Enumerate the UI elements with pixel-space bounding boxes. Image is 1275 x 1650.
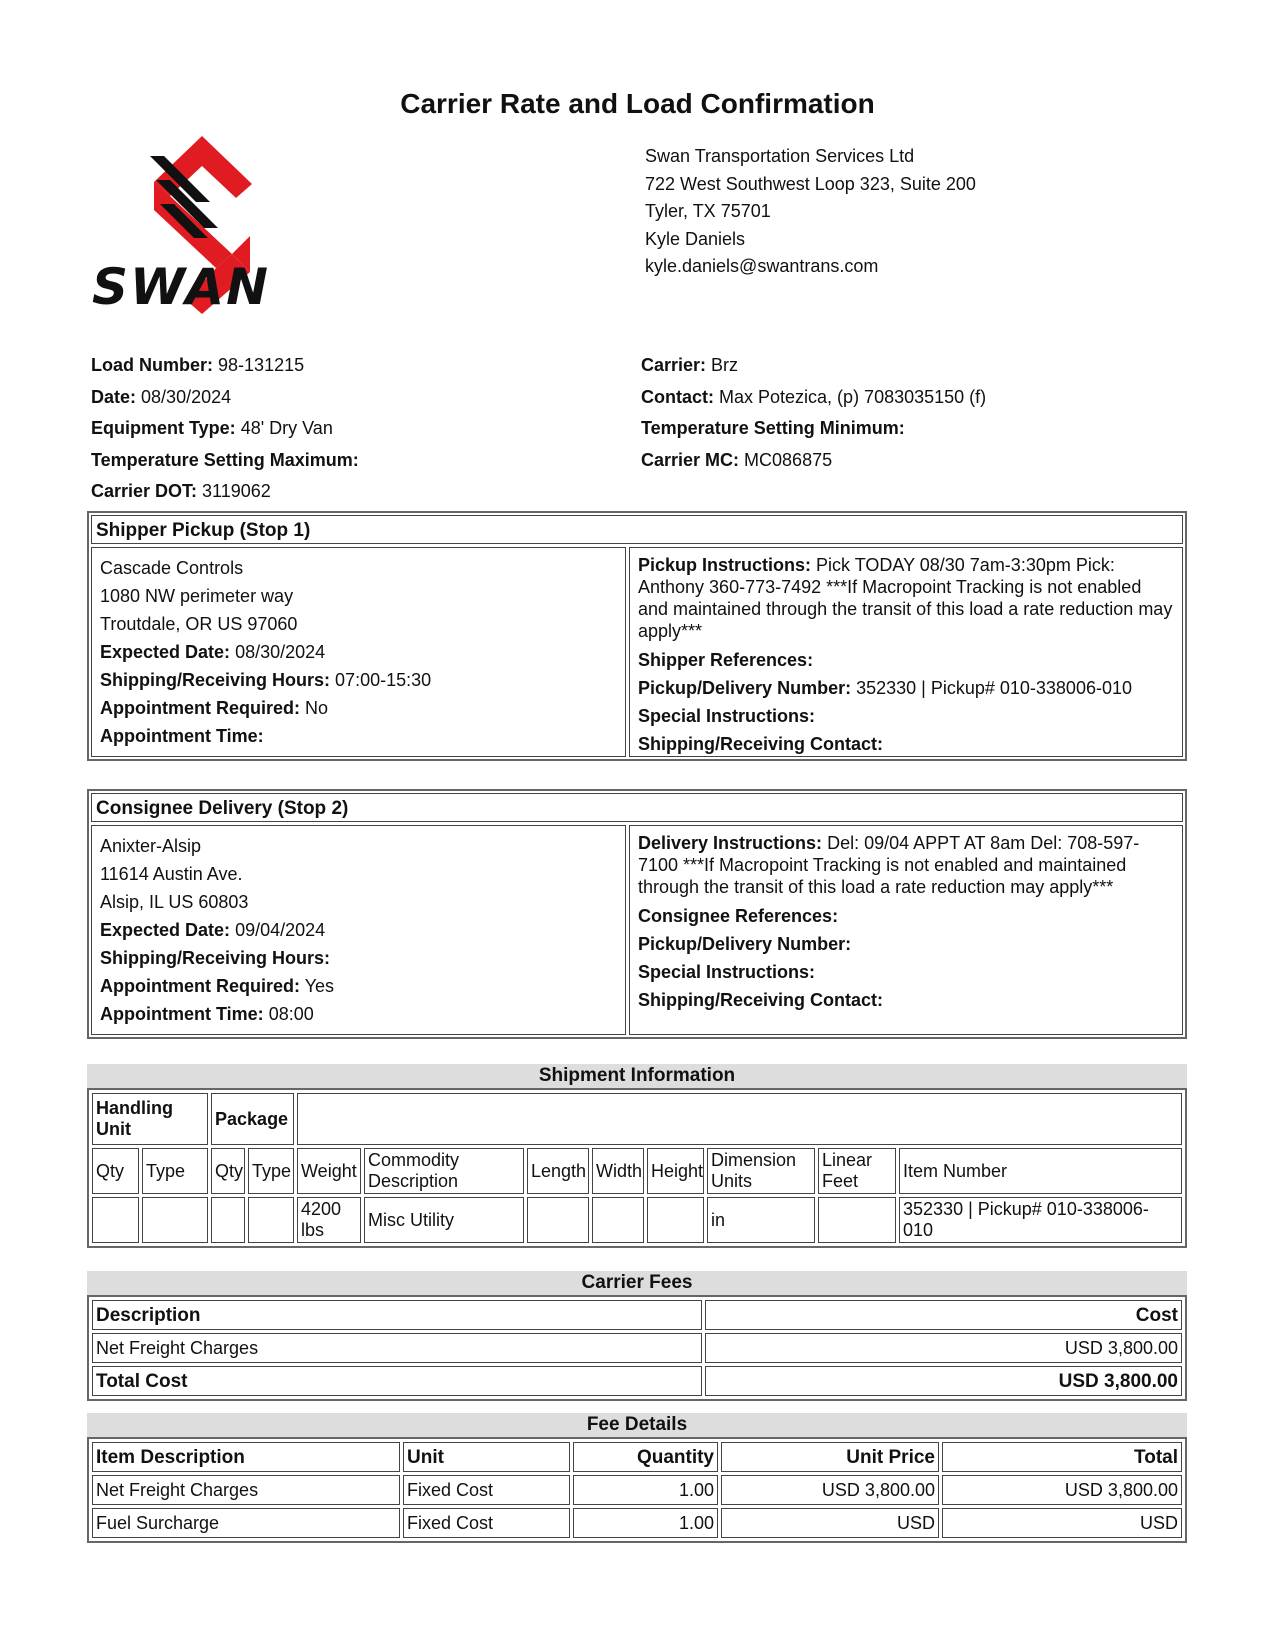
- company-email[interactable]: kyle.daniels@swantrans.com: [645, 256, 879, 276]
- shipper-instructions-cell: Pickup Instructions: Pick TODAY 08/30 7am-3:30pm Pick: Anthony 360-773-7492 ***If Macropoint Tracking is not enabled and maintained through the transit of this load a rate reduction may apply*** Shipper References: Pickup/Delivery Number: 352330 | Pickup# 010-338006-010 Special Instructions: Shipping/Receiving Contact:: [629, 547, 1183, 757]
- swan-logo: [90, 136, 340, 326]
- carrier-dot: Carrier DOT: 3119062: [91, 481, 271, 501]
- fee-details-title: Fee Details: [87, 1413, 1187, 1437]
- cell-weight: 4200 lbs: [297, 1197, 361, 1243]
- col-dimension-units: Dimension Units: [707, 1148, 815, 1194]
- load-meta-left: [91, 350, 359, 508]
- shipment-info-title: Shipment Information: [87, 1064, 1187, 1088]
- temp-min: Temperature Setting Minimum:: [641, 418, 905, 438]
- shipment-table: [87, 1088, 1187, 1248]
- total-cost-label: Total Cost: [92, 1366, 702, 1396]
- fee-details-headers: Item Description Unit Quantity Unit Price Total: [92, 1442, 1182, 1472]
- company-block: [645, 143, 976, 281]
- total-cost-value: USD 3,800.00: [705, 1366, 1182, 1396]
- col-package-qty: Qty: [211, 1148, 245, 1194]
- company-contact: Kyle Daniels: [645, 228, 746, 249]
- carrier-mc: Carrier MC: MC086875: [641, 449, 833, 470]
- table-row: Fuel Surcharge Fixed Cost 1.00 USD USD: [92, 1508, 1182, 1538]
- consignee-delivery-section: [87, 789, 1187, 1039]
- col-commodity: Commodity Description: [364, 1148, 524, 1194]
- load-date: Date: 08/30/2024: [91, 386, 232, 407]
- fee-details-table: [87, 1437, 1187, 1543]
- shipment-column-headers: [92, 1148, 1182, 1194]
- col-length: Length: [527, 1148, 589, 1194]
- company-address1: 722 West Southwest Loop 323, Suite 200: [645, 173, 976, 194]
- handling-unit-header: Handling Unit: [92, 1093, 208, 1145]
- col-qty: Qty: [92, 1148, 139, 1194]
- table-row: Net Freight Charges USD 3,800.00: [92, 1333, 1182, 1363]
- package-header: Package: [211, 1093, 294, 1145]
- consignee-delivery-header: Consignee Delivery (Stop 2): [91, 793, 1183, 822]
- carrier-contact: Contact: Max Potezica, (p) 7083035150 (f): [641, 386, 987, 407]
- col-item-number: Item Number: [899, 1148, 1182, 1194]
- shipper-address-cell: Cascade Controls 1080 NW perimeter way Troutdale, OR US 97060 Expected Date: 08/30/2024 Shipping/Receiving Hours: 07:00-15:30 Appointment Required: No Appointment Time:: [91, 547, 626, 757]
- load-meta-right: [641, 350, 986, 476]
- shipper-pickup-header: Shipper Pickup (Stop 1): [91, 515, 1183, 544]
- shipment-header-blank: [297, 1093, 1182, 1145]
- cell-commodity: Misc Utility: [364, 1197, 524, 1243]
- shipper-pickup-section: [87, 511, 1187, 761]
- table-row: [92, 1197, 1182, 1243]
- temp-max: Temperature Setting Maximum:: [91, 449, 359, 470]
- cell-dimension-units: in: [707, 1197, 815, 1243]
- carrier-fees-title: Carrier Fees: [87, 1271, 1187, 1295]
- cell-item-number: 352330 | Pickup# 010-338006-010: [899, 1197, 1182, 1243]
- col-linear-feet: Linear Feet: [818, 1148, 896, 1194]
- consignee-address-cell: Anixter-Alsip 11614 Austin Ave. Alsip, IL US 60803 Expected Date: 09/04/2024 Shipping/Receiving Hours: Appointment Required: Yes Appointment Time: 08:00: [91, 825, 626, 1035]
- fees-col-description: Description: [92, 1300, 702, 1330]
- equipment-type: Equipment Type: 48' Dry Van: [91, 418, 333, 438]
- company-address2: Tyler, TX 75701: [645, 201, 771, 221]
- table-row: Net Freight Charges Fixed Cost 1.00 USD 3,800.00 USD 3,800.00: [92, 1475, 1182, 1505]
- logo-wordmark: SWAN: [92, 258, 270, 316]
- fees-col-cost: Cost: [705, 1300, 1182, 1330]
- consignee-instructions-cell: Delivery Instructions: Del: 09/04 APPT AT 8am Del: 708-597-7100 ***If Macropoint Tracking is not enabled and maintained through the transit of this load a rate reduction may apply*** Consignee References: Pickup/Delivery Number: Special Instructions: Shipping/Receiving Contact:: [629, 825, 1183, 1035]
- carrier-name: Carrier: Brz: [641, 355, 739, 375]
- col-width: Width: [592, 1148, 644, 1194]
- carrier-fees-table: [87, 1295, 1187, 1401]
- load-number: Load Number: 98-131215: [91, 355, 305, 375]
- company-name: Swan Transportation Services Ltd: [645, 146, 915, 166]
- col-height: Height: [647, 1148, 704, 1194]
- document-title: Carrier Rate and Load Confirmation: [400, 88, 875, 119]
- total-row: [92, 1366, 1182, 1396]
- col-weight: Weight: [297, 1148, 361, 1194]
- col-package-type: Type: [248, 1148, 294, 1194]
- col-type: Type: [142, 1148, 208, 1194]
